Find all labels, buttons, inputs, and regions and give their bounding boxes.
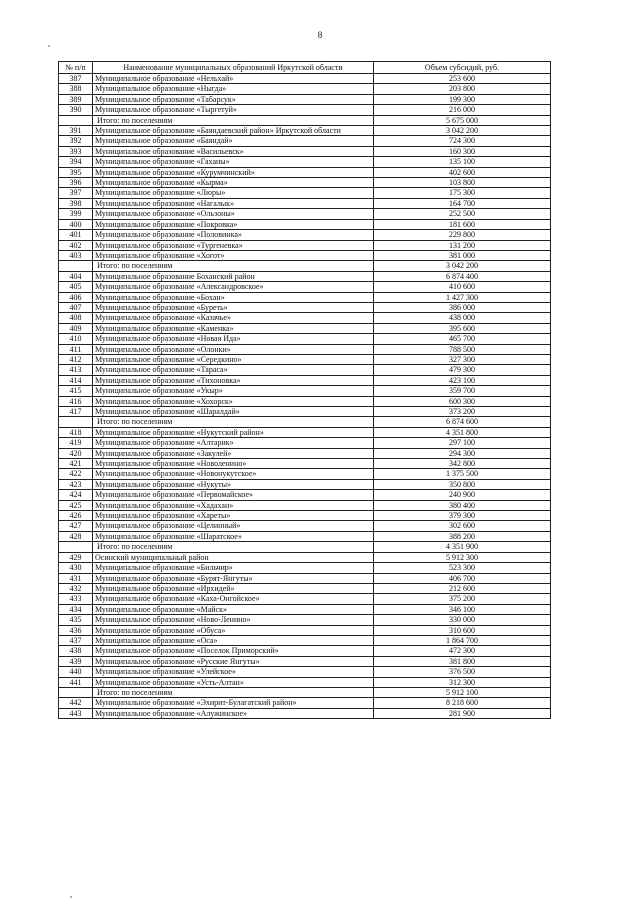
row-subsidy-amount: 342 800: [374, 459, 551, 469]
row-municipality-name: Муниципальное образование «Шаралдай»: [93, 407, 374, 417]
row-municipality-name: Муниципальное образование «Нагалык»: [93, 198, 374, 208]
table-row: [59, 198, 551, 208]
row-subsidy-amount: 523 300: [374, 563, 551, 573]
row-municipality-name: Муниципальное образование «Хареты»: [93, 511, 374, 521]
table-row: [59, 469, 551, 479]
row-number: 397: [59, 188, 93, 198]
table-row: [59, 698, 551, 708]
row-subsidy-amount: 294 300: [374, 448, 551, 458]
row-municipality-name: Муниципальное образование «Усть-Алтан»: [93, 677, 374, 687]
row-subsidy-amount: 373 200: [374, 407, 551, 417]
row-number: [59, 115, 93, 125]
row-subsidy-amount: 395 600: [374, 323, 551, 333]
row-number: 405: [59, 282, 93, 292]
table-row: [59, 323, 551, 333]
table-row: [59, 386, 551, 396]
row-number: 424: [59, 490, 93, 500]
row-municipality-name: Итого: по поселениям: [93, 687, 374, 697]
table-row: [59, 240, 551, 250]
table-row: [59, 583, 551, 593]
row-municipality-name: Муниципальное образование «Буреть»: [93, 302, 374, 312]
table-row: [59, 146, 551, 156]
row-municipality-name: Муниципальное образование «Баяндаевский район» Иркутской области: [93, 126, 374, 136]
row-subsidy-amount: 346 100: [374, 604, 551, 614]
row-subsidy-amount: 410 600: [374, 282, 551, 292]
row-municipality-name: Муниципальное образование «Васильевск»: [93, 146, 374, 156]
row-subsidy-amount: 3 042 200: [374, 126, 551, 136]
row-municipality-name: Муниципальное образование «Половинка»: [93, 230, 374, 240]
row-subsidy-amount: 380 400: [374, 500, 551, 510]
row-municipality-name: Муниципальное образование «Новонукутское»: [93, 469, 374, 479]
row-number: 411: [59, 344, 93, 354]
row-number: 425: [59, 500, 93, 510]
table-row: [59, 105, 551, 115]
table-row: [59, 136, 551, 146]
row-number: 431: [59, 573, 93, 583]
row-municipality-name: Муниципальное образование «Бохан»: [93, 292, 374, 302]
row-subsidy-amount: 788 500: [374, 344, 551, 354]
row-number: 403: [59, 250, 93, 260]
table-row: [59, 708, 551, 718]
row-number: 418: [59, 427, 93, 437]
table-row: [59, 219, 551, 229]
row-municipality-name: Муниципальное образование «Ирхидей»: [93, 583, 374, 593]
row-number: 415: [59, 386, 93, 396]
row-subsidy-amount: 135 100: [374, 157, 551, 167]
row-subsidy-amount: 8 218 600: [374, 698, 551, 708]
row-municipality-name: Муниципальное образование «Хохорск»: [93, 396, 374, 406]
row-number: [59, 417, 93, 427]
table-total-row: [59, 417, 551, 427]
row-municipality-name: Муниципальное образование «Курумчинский»: [93, 167, 374, 177]
scan-speck: [70, 896, 72, 898]
row-number: 412: [59, 354, 93, 364]
table-total-row: [59, 115, 551, 125]
row-municipality-name: Муниципальное образование «Кырма»: [93, 178, 374, 188]
table-row: [59, 563, 551, 573]
row-subsidy-amount: 375 200: [374, 594, 551, 604]
table-row: [59, 427, 551, 437]
table-row: [59, 74, 551, 84]
row-number: 392: [59, 136, 93, 146]
row-number: 409: [59, 323, 93, 333]
table-row: [59, 646, 551, 656]
row-subsidy-amount: 376 500: [374, 667, 551, 677]
row-number: 390: [59, 105, 93, 115]
row-municipality-name: Муниципальное образование «Баяндай»: [93, 136, 374, 146]
row-number: 406: [59, 292, 93, 302]
row-municipality-name: Муниципальное образование «Казачье»: [93, 313, 374, 323]
row-number: 393: [59, 146, 93, 156]
table-row: [59, 552, 551, 562]
row-municipality-name: Муниципальное образование «Тихоновка»: [93, 375, 374, 385]
row-subsidy-amount: 229 800: [374, 230, 551, 240]
header-number: № п/п: [59, 62, 93, 74]
table-row: [59, 448, 551, 458]
row-municipality-name: Муниципальное образование «Ныгда»: [93, 84, 374, 94]
table-row: [59, 490, 551, 500]
table-row: [59, 250, 551, 260]
row-municipality-name: Муниципальное образование «Новоленино»: [93, 459, 374, 469]
table-row: [59, 334, 551, 344]
row-municipality-name: Муниципальное образование «Алтарик»: [93, 438, 374, 448]
row-number: 432: [59, 583, 93, 593]
row-number: [59, 542, 93, 552]
table-row: [59, 396, 551, 406]
row-number: 413: [59, 365, 93, 375]
row-municipality-name: Муниципальное образование «Тараса»: [93, 365, 374, 375]
table-row: [59, 459, 551, 469]
row-municipality-name: Муниципальное образование «Поселок Приморский»: [93, 646, 374, 656]
row-number: 435: [59, 615, 93, 625]
header-subsidy-amount: Объем субсидий, руб.: [374, 62, 551, 74]
row-number: 408: [59, 313, 93, 323]
row-subsidy-amount: 297 100: [374, 438, 551, 448]
table-row: [59, 354, 551, 364]
row-number: 421: [59, 459, 93, 469]
table-header-row: [59, 62, 551, 74]
table-row: [59, 438, 551, 448]
row-municipality-name: Итого: по поселениям: [93, 417, 374, 427]
table-row: [59, 594, 551, 604]
row-number: 443: [59, 708, 93, 718]
row-municipality-name: Муниципальное образование «Ользоны»: [93, 209, 374, 219]
row-subsidy-amount: 472 300: [374, 646, 551, 656]
row-municipality-name: Муниципальное образование «Каха-Онгойское»: [93, 594, 374, 604]
row-municipality-name: Муниципальное образование «Табарсук»: [93, 94, 374, 104]
table-row: [59, 313, 551, 323]
row-subsidy-amount: 724 300: [374, 136, 551, 146]
row-number: 416: [59, 396, 93, 406]
row-municipality-name: Муниципальное образование «Александровское»: [93, 282, 374, 292]
row-subsidy-amount: 3 042 200: [374, 261, 551, 271]
row-municipality-name: Муниципальное образование «Люры»: [93, 188, 374, 198]
row-municipality-name: Муниципальное образование «Середкино»: [93, 354, 374, 364]
table-row: [59, 500, 551, 510]
row-number: 400: [59, 219, 93, 229]
row-municipality-name: Муниципальное образование «Олонки»: [93, 344, 374, 354]
row-municipality-name: Муниципальное образование «Первомайское»: [93, 490, 374, 500]
row-subsidy-amount: 1 375 500: [374, 469, 551, 479]
row-municipality-name: Муниципальное образование «Нельхай»: [93, 74, 374, 84]
row-number: 438: [59, 646, 93, 656]
row-subsidy-amount: 160 300: [374, 146, 551, 156]
row-number: 422: [59, 469, 93, 479]
row-number: 434: [59, 604, 93, 614]
row-number: 401: [59, 230, 93, 240]
row-subsidy-amount: 240 900: [374, 490, 551, 500]
row-number: 407: [59, 302, 93, 312]
table-row: [59, 302, 551, 312]
row-municipality-name: Муниципальное образование «Нукуты»: [93, 479, 374, 489]
row-subsidy-amount: 6 874 600: [374, 417, 551, 427]
row-subsidy-amount: 4 351 800: [374, 427, 551, 437]
row-number: 428: [59, 531, 93, 541]
row-number: 436: [59, 625, 93, 635]
table-total-row: [59, 542, 551, 552]
row-number: 419: [59, 438, 93, 448]
row-municipality-name: Муниципальное образование «Целинный»: [93, 521, 374, 531]
row-subsidy-amount: 423 100: [374, 375, 551, 385]
row-subsidy-amount: 327 300: [374, 354, 551, 364]
row-subsidy-amount: 359 700: [374, 386, 551, 396]
row-subsidy-amount: 386 000: [374, 302, 551, 312]
row-subsidy-amount: 465 700: [374, 334, 551, 344]
table-row: [59, 521, 551, 531]
table-body: [59, 74, 551, 719]
row-number: 404: [59, 271, 93, 281]
row-number: 402: [59, 240, 93, 250]
row-number: 439: [59, 656, 93, 666]
row-subsidy-amount: 252 500: [374, 209, 551, 219]
row-number: 388: [59, 84, 93, 94]
row-municipality-name: Муниципальное образование «Хогот»: [93, 250, 374, 260]
row-number: 441: [59, 677, 93, 687]
table-row: [59, 677, 551, 687]
row-subsidy-amount: 381 800: [374, 656, 551, 666]
table-row: [59, 635, 551, 645]
row-subsidy-amount: 181 600: [374, 219, 551, 229]
row-subsidy-amount: 302 600: [374, 521, 551, 531]
table-row: [59, 126, 551, 136]
row-number: 391: [59, 126, 93, 136]
row-number: 387: [59, 74, 93, 84]
row-subsidy-amount: 281 900: [374, 708, 551, 718]
row-municipality-name: Муниципальное образование «Новая Ида»: [93, 334, 374, 344]
row-number: 423: [59, 479, 93, 489]
row-municipality-name: Муниципальное образование «Тургеневка»: [93, 240, 374, 250]
row-municipality-name: Муниципальное образование «Хадахан»: [93, 500, 374, 510]
row-number: 396: [59, 178, 93, 188]
row-number: 394: [59, 157, 93, 167]
table-row: [59, 573, 551, 583]
row-subsidy-amount: 216 000: [374, 105, 551, 115]
table-row: [59, 625, 551, 635]
row-municipality-name: Муниципальное образование «Русские Янгуты»: [93, 656, 374, 666]
header-municipality: Наименование муниципальных образований Иркутской области: [93, 62, 374, 74]
row-municipality-name: Муниципальное образование «Шаратское»: [93, 531, 374, 541]
table-row: [59, 178, 551, 188]
row-number: 440: [59, 667, 93, 677]
row-subsidy-amount: 600 300: [374, 396, 551, 406]
row-subsidy-amount: 381 000: [374, 250, 551, 260]
row-subsidy-amount: 5 912 300: [374, 552, 551, 562]
row-subsidy-amount: 379 300: [374, 511, 551, 521]
row-number: 420: [59, 448, 93, 458]
row-subsidy-amount: 5 675 000: [374, 115, 551, 125]
row-municipality-name: Муниципальное образование «Обуса»: [93, 625, 374, 635]
table-row: [59, 479, 551, 489]
row-municipality-name: Муниципальное образование «Нукутский район»: [93, 427, 374, 437]
row-municipality-name: Муниципальное образование «Тыргетуй»: [93, 105, 374, 115]
page-number: 8: [317, 30, 323, 40]
row-subsidy-amount: 438 000: [374, 313, 551, 323]
table-row: [59, 604, 551, 614]
row-subsidy-amount: 312 300: [374, 677, 551, 687]
table-row: [59, 531, 551, 541]
row-subsidy-amount: 164 700: [374, 198, 551, 208]
row-municipality-name: Муниципальное образование «Улейское»: [93, 667, 374, 677]
row-number: 395: [59, 167, 93, 177]
row-subsidy-amount: 131 200: [374, 240, 551, 250]
row-municipality-name: Итого: по поселениям: [93, 261, 374, 271]
table-row: [59, 282, 551, 292]
row-municipality-name: Муниципальное образование «Бурят-Янгуты»: [93, 573, 374, 583]
row-subsidy-amount: 203 800: [374, 84, 551, 94]
row-number: 389: [59, 94, 93, 104]
row-number: 430: [59, 563, 93, 573]
row-number: 414: [59, 375, 93, 385]
row-municipality-name: Муниципальное образование «Эхирит-Булагатский район»: [93, 698, 374, 708]
row-municipality-name: Муниципальное образование «Покровка»: [93, 219, 374, 229]
row-number: 427: [59, 521, 93, 531]
row-municipality-name: Муниципальное образование «Майск»: [93, 604, 374, 614]
row-subsidy-amount: 199 300: [374, 94, 551, 104]
row-number: [59, 261, 93, 271]
row-number: 442: [59, 698, 93, 708]
table-row: [59, 375, 551, 385]
row-municipality-name: Итого: по поселениям: [93, 115, 374, 125]
row-subsidy-amount: 175 300: [374, 188, 551, 198]
table-row: [59, 615, 551, 625]
table-row: [59, 407, 551, 417]
row-subsidy-amount: 212 600: [374, 583, 551, 593]
row-municipality-name: Муниципальное образование «Бильчир»: [93, 563, 374, 573]
row-subsidy-amount: 402 600: [374, 167, 551, 177]
row-number: 399: [59, 209, 93, 219]
table-row: [59, 157, 551, 167]
row-subsidy-amount: 330 000: [374, 615, 551, 625]
row-subsidy-amount: 253 600: [374, 74, 551, 84]
table-row: [59, 344, 551, 354]
row-municipality-name: Муниципальное образование «Алужинское»: [93, 708, 374, 718]
table-row: [59, 209, 551, 219]
row-number: [59, 687, 93, 697]
row-number: 398: [59, 198, 93, 208]
row-subsidy-amount: 388 200: [374, 531, 551, 541]
row-municipality-name: Осинский муниципальный район: [93, 552, 374, 562]
row-number: 426: [59, 511, 93, 521]
row-municipality-name: Муниципальное образование «Каменка»: [93, 323, 374, 333]
row-municipality-name: Муниципальное образование «Оса»: [93, 635, 374, 645]
row-municipality-name: Муниципальное образование «Закулей»: [93, 448, 374, 458]
row-number: 410: [59, 334, 93, 344]
row-subsidy-amount: 6 874 400: [374, 271, 551, 281]
row-municipality-name: Муниципальное образование «Гаханы»: [93, 157, 374, 167]
table-total-row: [59, 261, 551, 271]
table-row: [59, 667, 551, 677]
row-municipality-name: Итого: по поселениям: [93, 542, 374, 552]
row-municipality-name: Муниципальное образование «Укыр»: [93, 386, 374, 396]
table-row: [59, 94, 551, 104]
table-total-row: [59, 687, 551, 697]
table-row: [59, 167, 551, 177]
table-row: [59, 230, 551, 240]
row-subsidy-amount: 4 351 900: [374, 542, 551, 552]
table-row: [59, 188, 551, 198]
row-subsidy-amount: 406 700: [374, 573, 551, 583]
row-municipality-name: Муниципальное образование Боханский район: [93, 271, 374, 281]
table-row: [59, 511, 551, 521]
table-row: [59, 271, 551, 281]
row-subsidy-amount: 5 912 100: [374, 687, 551, 697]
row-subsidy-amount: 1 864 700: [374, 635, 551, 645]
row-subsidy-amount: 479 300: [374, 365, 551, 375]
table-row: [59, 292, 551, 302]
table-row: [59, 656, 551, 666]
table-row: [59, 365, 551, 375]
row-number: 417: [59, 407, 93, 417]
row-subsidy-amount: 1 427 300: [374, 292, 551, 302]
subsidies-table: [58, 61, 551, 719]
scan-speck: [48, 45, 50, 47]
row-subsidy-amount: 350 800: [374, 479, 551, 489]
row-municipality-name: Муниципальное образование «Ново-Ленино»: [93, 615, 374, 625]
table-row: [59, 84, 551, 94]
row-subsidy-amount: 103 800: [374, 178, 551, 188]
row-subsidy-amount: 310 600: [374, 625, 551, 635]
row-number: 437: [59, 635, 93, 645]
row-number: 429: [59, 552, 93, 562]
row-number: 433: [59, 594, 93, 604]
